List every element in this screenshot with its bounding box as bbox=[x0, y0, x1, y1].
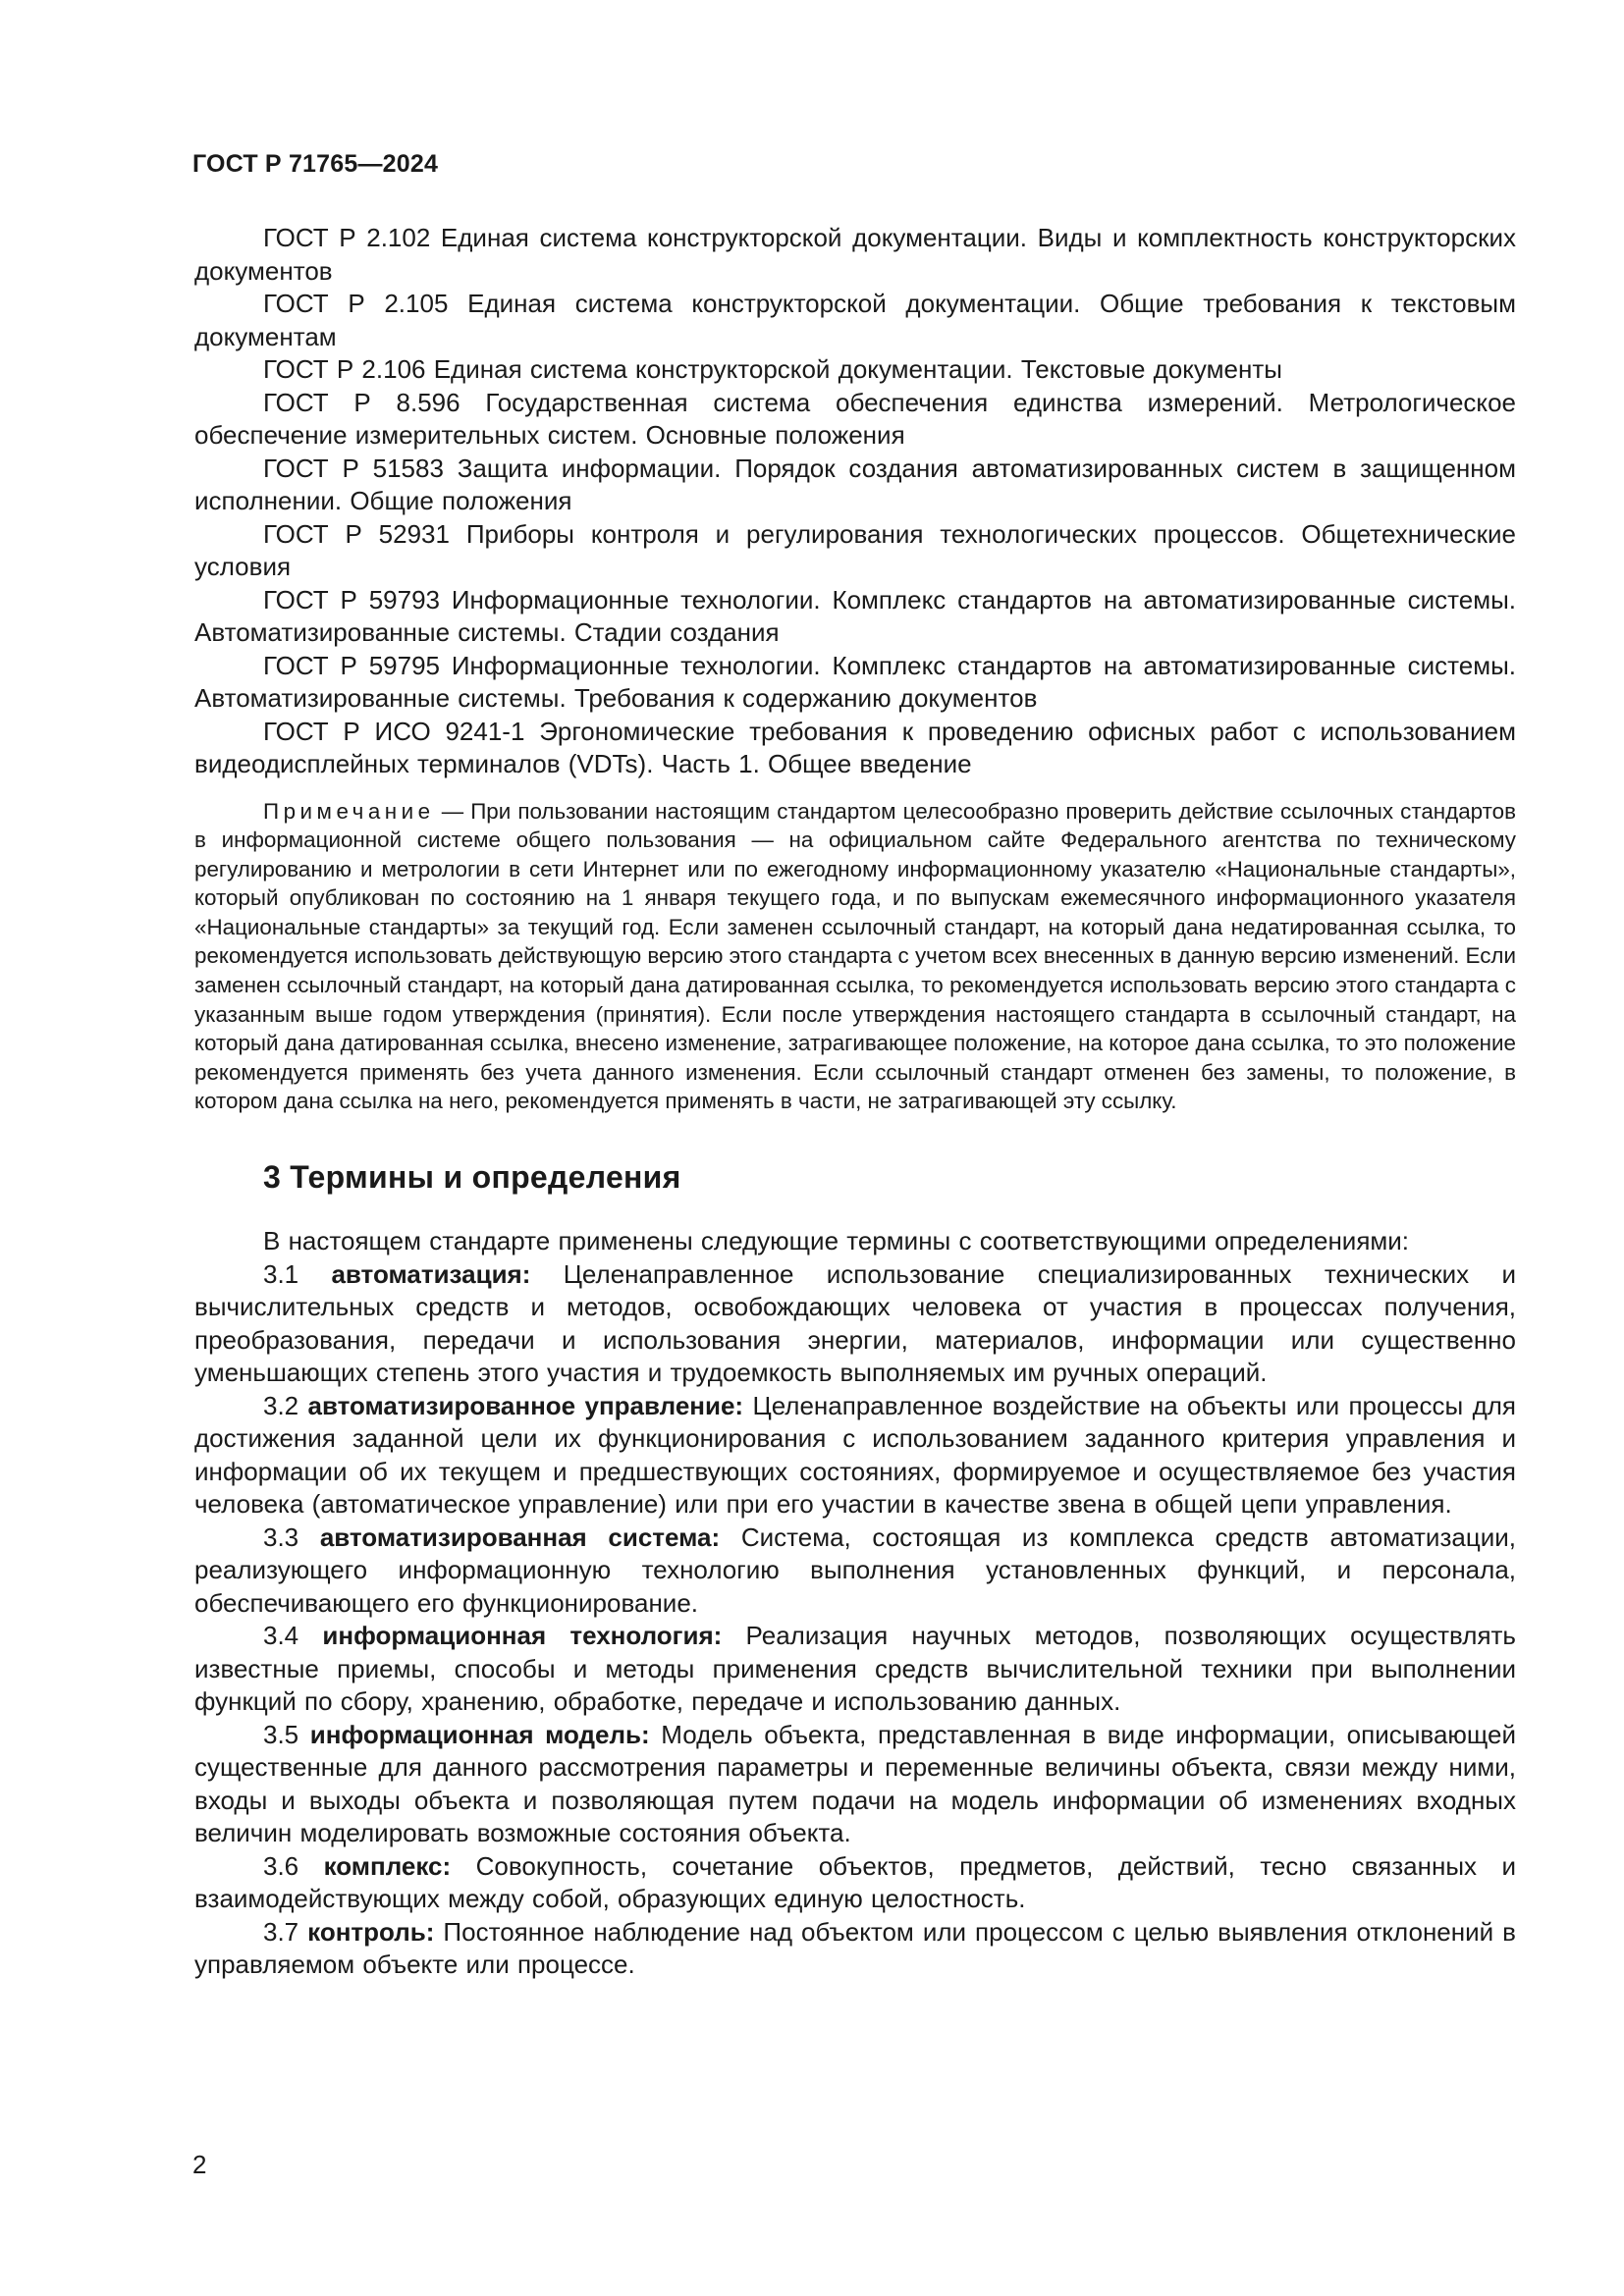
term-name: автоматизация: bbox=[331, 1258, 531, 1289]
note-text: При пользовании настоящим стандартом целесообразно проверить действие ссылочных стандартов в информационной системе общего пользования — на официальном сайте Федерального агентства по техническому регулированию и метрологии в сети Интернет или по ежегодному информационному указателю «Национальные стандарты», который опубликован по состоянию на 1 января текущего года, и по выпускам ежемесячного информационного указателя «Национальные стандарты» за текущий год. Если заменен ссылочный стандарт, на который дана недатированная ссылка, то рекомендуется использовать действующую версию этого стандарта с учетом всех внесенных в данную версию изменений. Если заменен ссылочный стандарт, на который дана датированная ссылка, то рекомендуется использовать версию этого стандарта с указанным выше годом утверждения (принятия). Если после утверждения настоящего стандарта в ссылочный стандарт, на который дана датированная ссылка, внесено изменение, затрагивающее положение, на которое дана ссылка, то это положение рекомендуется применять без учета данного изменения. Если ссылочный стандарт отменен без замены, то положение, в котором дана ссылка на него, рекомендуется применять в части, не затрагивающей эту ссылку. bbox=[194, 798, 1516, 1114]
section-intro: В настоящем стандарте применены следующие термины с соответствующими определениями: bbox=[263, 1226, 1410, 1256]
term-name: автоматизированная система: bbox=[319, 1522, 721, 1552]
term-definition bbox=[194, 1258, 1516, 1390]
term-text: Совокупность, сочетание объектов, предметов, действий, тесно связанных и взаимодействующих между собой, образующих единую целостность. bbox=[194, 1850, 1516, 1914]
note-label: Примечание bbox=[263, 798, 435, 824]
term-number: 3.4 bbox=[263, 1621, 323, 1651]
term-name: комплекс: bbox=[323, 1850, 452, 1881]
term-text: Постоянное наблюдение над объектом или процессом с целью выявления отклонений в управляемом объекте или процессе. bbox=[194, 1916, 1516, 1980]
note-dash: — bbox=[434, 798, 471, 824]
term-text: Модель объекта, представленная в виде информации, описывающей существенные для данного рассмотрения параметры и переменные величины объекта, связи между ними, входы и выходы объекта и позволяющая путем подачи на модель информации об изменениях входных величин моделировать возможные состояния объекта. bbox=[194, 1719, 1516, 1848]
term-number: 3.3 bbox=[263, 1522, 320, 1552]
term-name: контроль: bbox=[307, 1916, 435, 1947]
term-name: автоматизированное управление: bbox=[307, 1390, 744, 1420]
term-number: 3.2 bbox=[263, 1390, 308, 1420]
reference-item: ГОСТ Р 2.102 Единая система конструкторской документации. Виды и комплектность конструкторских документов bbox=[194, 223, 1516, 286]
term-text: Целенаправленное воздействие на объекты или процессы для достижения заданной цели их функционирования с использованием заданного критерия управления и информации об их текущем и предшествующих состояниях, формируемое и осуществляемое без участия человека (автоматическое управление) или при его участии в качестве звена в общей цепи управления. bbox=[194, 1390, 1516, 1520]
reference-item: ГОСТ Р 59795 Информационные технологии. Комплекс стандартов на автоматизированные системы. Автоматизированные системы. Требования к содержанию документов bbox=[194, 650, 1516, 713]
term-definition bbox=[194, 1916, 1516, 1982]
reference-item: ГОСТ Р 8.596 Государственная система обеспечения единства измерений. Метрологическое обеспечение измерительных систем. Основные положения bbox=[194, 387, 1516, 450]
term-number: 3.6 bbox=[263, 1850, 324, 1881]
reference-item: ГОСТ Р 2.106 Единая система конструкторской документации. Текстовые документы bbox=[263, 354, 1282, 384]
term-name: информационная модель: bbox=[309, 1719, 650, 1749]
reference-item: ГОСТ Р 59793 Информационные технологии. Комплекс стандартов на автоматизированные системы. Автоматизированные системы. Стадии создания bbox=[194, 584, 1516, 647]
term-number: 3.1 bbox=[263, 1258, 332, 1289]
term-text: Реализация научных методов, позволяющих осуществлять известные приемы, способы и методы применения средств вычислительной техники при выполнении функций по сбору, хранению, обработке, передаче и использованию данных. bbox=[194, 1621, 1516, 1717]
term-text: Система, состоящая из комплекса средств автоматизации, реализующего информационную технологию выполнения установленных функций, и персонала, обеспечивающего его функционирование. bbox=[194, 1522, 1516, 1618]
page-number: 2 bbox=[192, 2150, 207, 2179]
term-definition bbox=[194, 1719, 1516, 1850]
term-name: информационная технология: bbox=[322, 1621, 723, 1651]
term-text: Целенаправленное использование специализированных технических и вычислительных средств и методов, освобождающих человека от участия в процессах получения, преобразования, передачи и использования энергии, материалов, информации или существенно уменьшающих степень этого участия и трудоемкость выполняемых им ручных операций. bbox=[194, 1258, 1516, 1388]
term-definition bbox=[194, 1620, 1516, 1719]
reference-item: ГОСТ Р 51583 Защита информации. Порядок создания автоматизированных систем в защищенном исполнении. Общие положения bbox=[194, 453, 1516, 515]
note-paragraph bbox=[194, 797, 1516, 1117]
reference-item: ГОСТ Р 2.105 Единая система конструкторской документации. Общие требования к текстовым документам bbox=[194, 289, 1516, 351]
section-heading: 3 Термины и определения bbox=[263, 1159, 681, 1196]
normative-references-list bbox=[194, 222, 1516, 781]
term-number: 3.7 bbox=[263, 1916, 308, 1947]
reference-item: ГОСТ Р ИСО 9241-1 Эргономические требования к проведению офисных работ с использованием видеодисплейных терминалов (VDTs). Часть 1. Общее введение bbox=[194, 716, 1516, 778]
document-id-header: ГОСТ Р 71765—2024 bbox=[192, 150, 439, 178]
term-definition bbox=[194, 1522, 1516, 1621]
page-content bbox=[194, 222, 1516, 1982]
reference-item: ГОСТ Р 52931 Приборы контроля и регулирования технологических процессов. Общетехнические условия bbox=[194, 518, 1516, 581]
term-definition bbox=[194, 1850, 1516, 1916]
term-definition bbox=[194, 1390, 1516, 1522]
term-number: 3.5 bbox=[263, 1719, 310, 1749]
